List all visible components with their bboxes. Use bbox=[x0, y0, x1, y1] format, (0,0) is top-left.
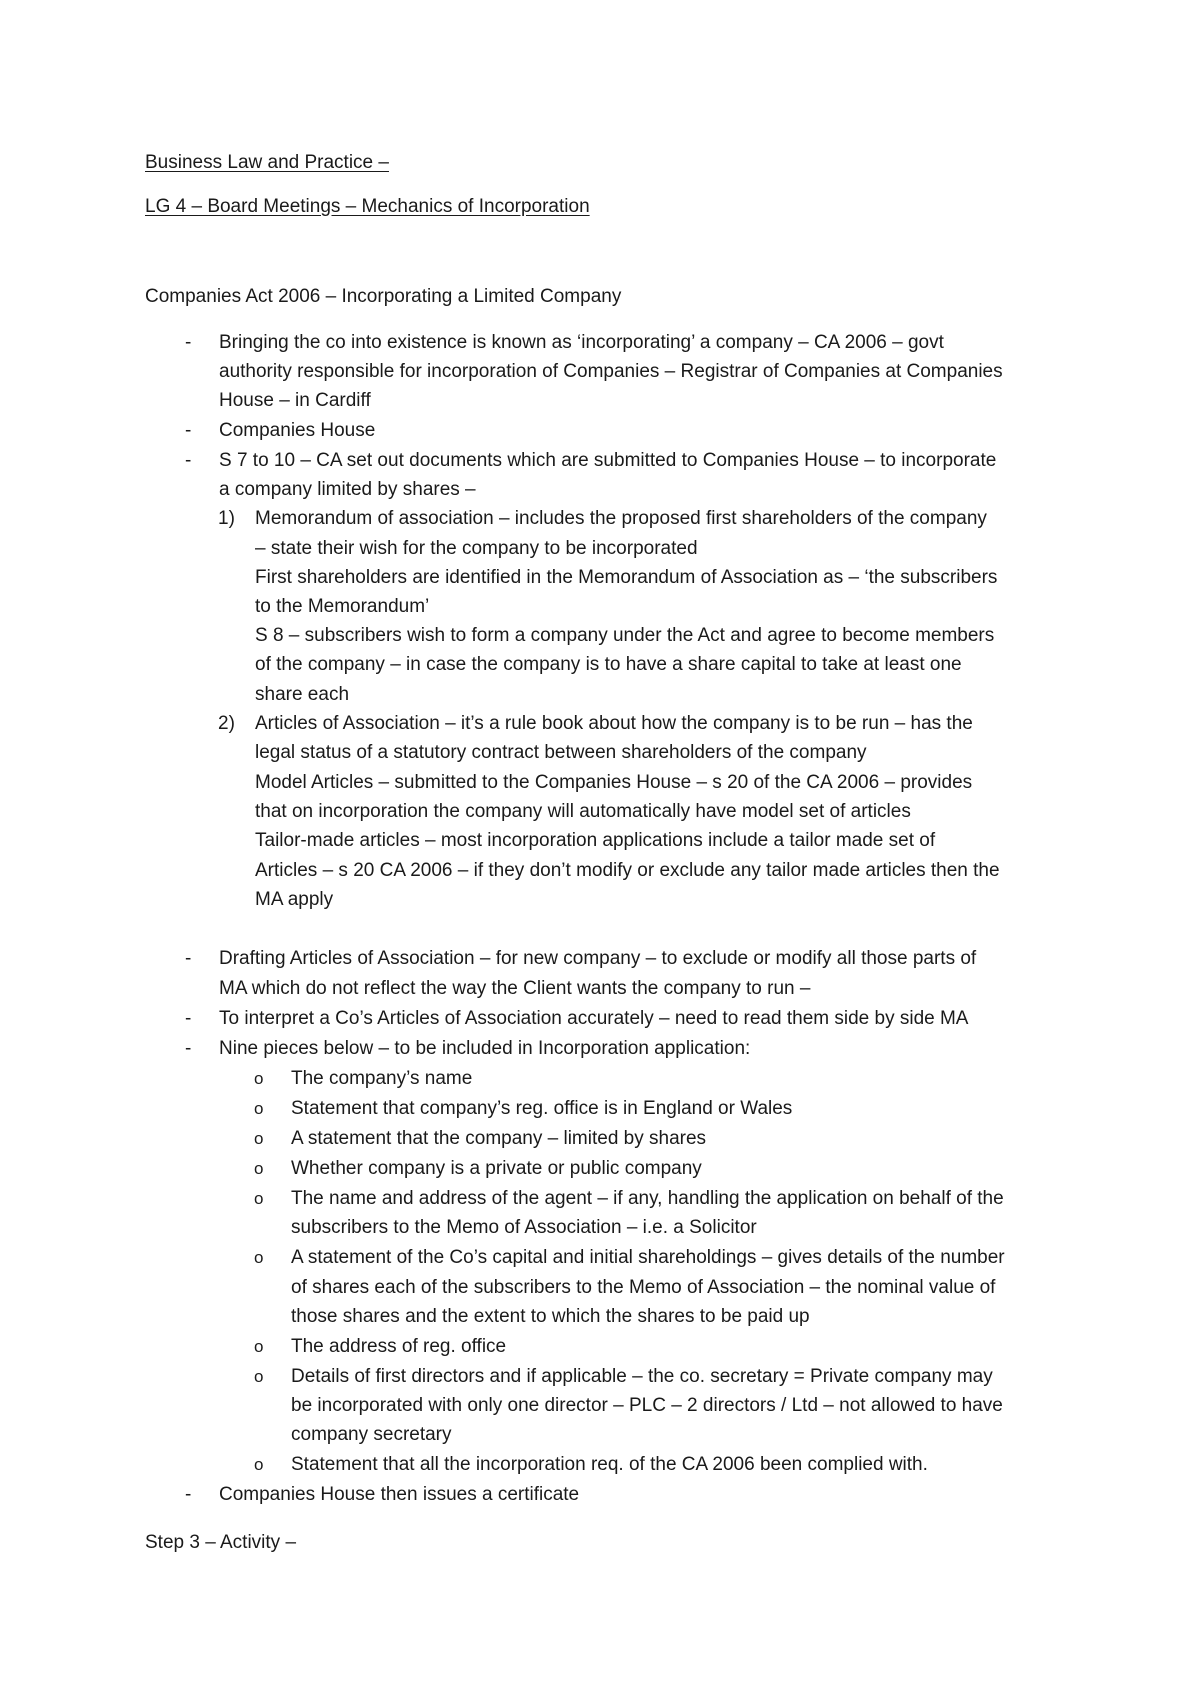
text-line: that on incorporation the company will automatically have model set of articles bbox=[255, 801, 911, 822]
text-line: Model Articles – submitted to the Companies House – s 20 of the CA 2006 – provides bbox=[255, 772, 973, 793]
text-line: Bringing the co into existence is known as ‘incorporating’ a company – CA 2006 – govt bbox=[219, 332, 944, 353]
dash-marker: - bbox=[185, 450, 192, 471]
document-subtitle: LG 4 – Board Meetings – Mechanics of Incorporation bbox=[145, 196, 590, 217]
bullet-marker: o bbox=[254, 1367, 264, 1386]
bullet-marker: o bbox=[254, 1159, 264, 1178]
dash-marker: - bbox=[185, 1038, 192, 1059]
text-line: MA apply bbox=[255, 889, 334, 910]
step-heading: Step 3 – Activity – bbox=[145, 1532, 297, 1553]
dash-marker: - bbox=[185, 948, 192, 969]
text-line: Nine pieces below – to be included in Incorporation application: bbox=[219, 1038, 751, 1059]
text-line: of shares each of the subscribers to the Memo of Association – the nominal value of bbox=[291, 1277, 996, 1298]
text-line: S 7 to 10 – CA set out documents which are submitted to Companies House – to incorporate bbox=[219, 450, 997, 471]
bullet-marker: o bbox=[254, 1189, 264, 1208]
text-line: A statement of the Co’s capital and initial shareholdings – gives details of the number bbox=[291, 1247, 1005, 1268]
text-line: Companies House bbox=[219, 420, 376, 441]
text-line: To interpret a Co’s Articles of Association accurately – need to read them side by side MA bbox=[219, 1008, 969, 1029]
text-line: Statement that all the incorporation req. of the CA 2006 been complied with. bbox=[291, 1454, 928, 1475]
text-line: Whether company is a private or public company bbox=[291, 1158, 702, 1179]
text-line: Statement that company’s reg. office is in England or Wales bbox=[291, 1098, 793, 1119]
dash-marker: - bbox=[185, 420, 192, 441]
text-line: Memorandum of association – includes the proposed first shareholders of the company bbox=[255, 508, 987, 529]
text-line: House – in Cardiff bbox=[219, 390, 371, 411]
text-line: First shareholders are identified in the Memorandum of Association as – ‘the subscribers bbox=[255, 567, 998, 588]
text-line: The company’s name bbox=[291, 1068, 473, 1089]
text-line: those shares and the extent to which the shares to be paid up bbox=[291, 1306, 810, 1327]
text-line: Tailor-made articles – most incorporation applications include a tailor made set of bbox=[255, 830, 936, 851]
bullet-marker: o bbox=[254, 1455, 264, 1474]
number-marker: 1) bbox=[218, 508, 235, 529]
text-line: be incorporated with only one director – PLC – 2 directors / Ltd – not allowed to have bbox=[291, 1395, 1003, 1416]
text-line: share each bbox=[255, 684, 350, 705]
text-line: company secretary bbox=[291, 1424, 452, 1445]
text-line: subscribers to the Memo of Association – i.e. a Solicitor bbox=[291, 1217, 757, 1238]
section-heading: Companies Act 2006 – Incorporating a Limited Company bbox=[145, 286, 622, 307]
text-line: a company limited by shares – bbox=[219, 479, 476, 500]
text-line: Articles – s 20 CA 2006 – if they don’t modify or exclude any tailor made articles then the bbox=[255, 860, 1000, 881]
dash-marker: - bbox=[185, 332, 192, 353]
text-line: of the company – in case the company is to have a share capital to take at least one bbox=[255, 654, 962, 675]
dash-marker: - bbox=[185, 1008, 192, 1029]
text-line: authority responsible for incorporation of Companies – Registrar of Companies at Companies bbox=[219, 361, 1003, 382]
text-line: – state their wish for the company to be incorporated bbox=[255, 538, 698, 559]
text-line: S 8 – subscribers wish to form a company under the Act and agree to become members bbox=[255, 625, 995, 646]
bullet-marker: o bbox=[254, 1248, 264, 1267]
bullet-marker: o bbox=[254, 1099, 264, 1118]
text-line: to the Memorandum’ bbox=[255, 596, 430, 617]
number-marker: 2) bbox=[218, 713, 235, 734]
text-line: Companies House then issues a certificate bbox=[219, 1484, 580, 1505]
text-line: Articles of Association – it’s a rule book about how the company is to be run – has the bbox=[255, 713, 973, 734]
bullet-marker: o bbox=[254, 1069, 264, 1088]
text-line: The name and address of the agent – if any, handling the application on behalf of the bbox=[291, 1188, 1004, 1209]
text-line: legal status of a statutory contract between shareholders of the company bbox=[255, 742, 867, 763]
bullet-marker: o bbox=[254, 1337, 264, 1356]
bullet-marker: o bbox=[254, 1129, 264, 1148]
document-title: Business Law and Practice – bbox=[145, 152, 389, 173]
text-line: Drafting Articles of Association – for new company – to exclude or modify all those parts of bbox=[219, 948, 977, 969]
text-line: The address of reg. office bbox=[291, 1336, 507, 1357]
text-line: Details of first directors and if applicable – the co. secretary = Private company may bbox=[291, 1366, 993, 1387]
dash-marker: - bbox=[185, 1484, 192, 1505]
text-line: A statement that the company – limited by shares bbox=[291, 1128, 707, 1149]
text-line: MA which do not reflect the way the Client wants the company to run – bbox=[219, 978, 811, 999]
